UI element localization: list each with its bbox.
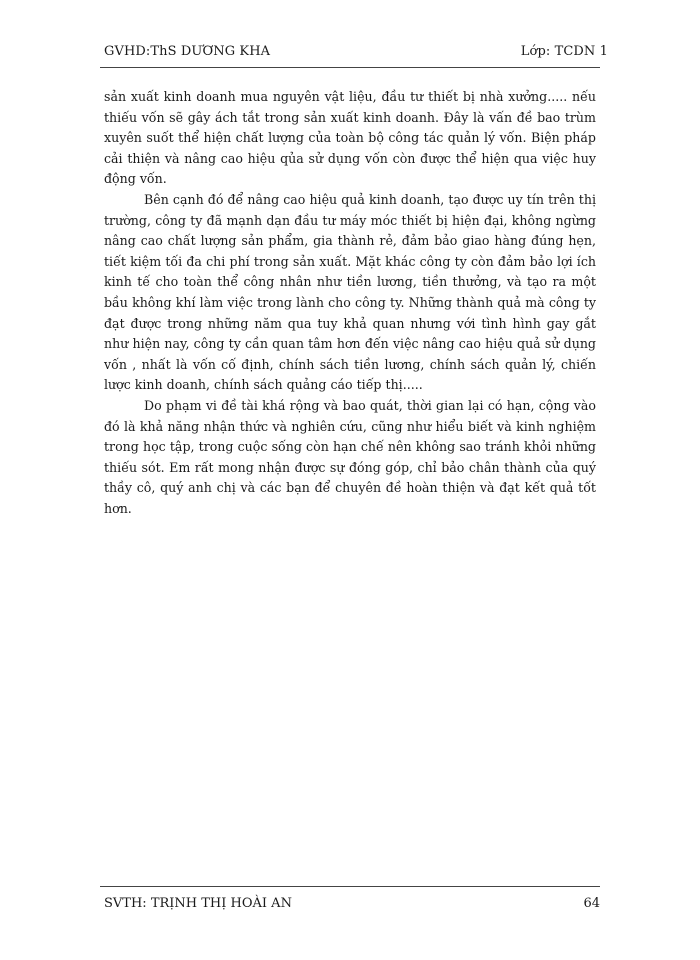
paragraph-3: Do phạm vi đề tài khá rộng và bao quát, thời gian lại có hạn, cộng vào đó là khả năng nhận thức và nghiên cứu, cũng như hiểu biết và kinh nghiệm trong học tập, trong cuộc sống còn hạn chế nên không sao tránh khỏi những thiếu sót. Em rất mong nhận được sự đóng góp, chỉ bảo chân thành của quý thầy cô, quý anh chị và các bạn để chuyên đề hoàn thiện và đạt kết quả tốt hơn. — [104, 397, 596, 516]
header-class: Lớp: TCDN 1 — [520, 44, 608, 59]
paragraph-1: sản xuất kinh doanh mua nguyên vật liệu, đầu tư thiết bị nhà xưởng..... nếu thiếu vốn sẽ gây ách tắt trong sản xuất kinh doanh. Đây là vấn đề bao trùm xuyên suốt thể hiện chất lượng của toàn bộ công tác quản lý vốn. Biện pháp cải thiện và nâng cao hiệu qủa sử dụng vốn còn được thể hiện qua việc huy động vốn. — [104, 89, 596, 187]
header-divider — [100, 67, 600, 68]
header-supervisor: GVHD:ThS DƯƠNG KHA — [104, 44, 271, 59]
body-text — [104, 87, 596, 519]
footer-divider — [100, 886, 600, 887]
page-number: 64 — [583, 896, 600, 911]
paragraph-2: Bên cạnh đó để nâng cao hiệu quả kinh doanh, tạo được uy tín trên thị trường, công ty đã mạnh dạn đầu tư máy móc thiết bị hiện đại, không ngừng nâng cao chất lượng sản phẩm, gia thành rẻ, đảm bảo giao hàng đúng hẹn, tiết kiệm tối đa chi phí trong sản xuất. Mặt khác công ty còn đảm bảo lợi ích kinh tế cho toàn thể công nhân như tiền lương, tiền thưởng, và tạo ra một bầu không khí làm việc trong lành cho công ty. Những thành quả mà công ty đạt được trong những năm qua tuy khả quan nhưng với tình hình gay gắt như hiện nay, công ty cần quan tâm hơn đến việc nâng cao hiệu quả sử dụng vốn , nhất là vốn cố định, chính sách tiền lương, chính sách quản lý, chiến lược kinh doanh, chính sách quảng cáo tiếp thị..... — [104, 191, 596, 393]
page-header — [104, 44, 608, 66]
footer-student: SVTH: TRỊNH THỊ HOÀI AN — [104, 896, 292, 911]
